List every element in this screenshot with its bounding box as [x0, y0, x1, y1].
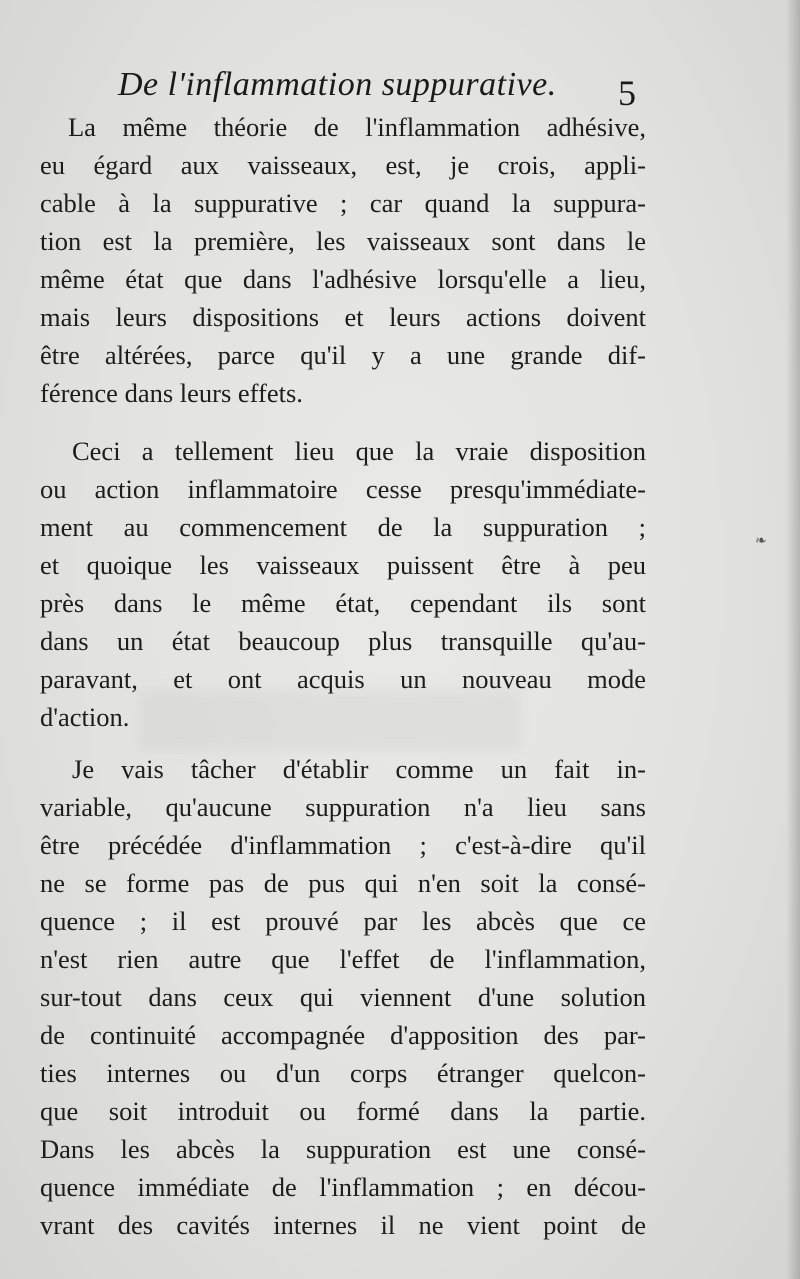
running-title: De l'inflammation suppurative. [118, 66, 557, 103]
text-line: férence dans leurs effets. [40, 378, 303, 408]
text-line: La même théorie de l'inflammation adhésive, [68, 112, 646, 142]
text-line: même état que dans l'adhésive lorsqu'elle a lieu, [40, 264, 646, 294]
text-line: que soit introduit ou formé dans la partie. [40, 1096, 646, 1126]
page-header [0, 66, 800, 114]
page-number: 5 [618, 73, 636, 113]
text-line: n'est rien autre que l'effet de l'inflammation, [40, 944, 646, 974]
text-line: Ceci a tellement lieu que la vraie disposition [72, 436, 646, 466]
text-line: mais leurs dispositions et leurs actions doivent [40, 302, 646, 332]
text-line: quence ; il est prouvé par les abcès que ce [40, 906, 646, 936]
ink-stain-mark: ❧ [755, 533, 767, 549]
text-line: et quoique les vaisseaux puissent être à peu [40, 550, 646, 580]
text-line: eu égard aux vaisseaux, est, je crois, appli- [40, 150, 646, 180]
text-line: sur-tout dans ceux qui viennent d'une solution [40, 982, 646, 1012]
text-line: ment au commencement de la suppuration ; [40, 512, 646, 542]
text-line: près dans le même état, cependant ils sont [40, 588, 646, 618]
text-line: ties internes ou d'un corps étranger quelcon- [40, 1058, 646, 1088]
text-line: ne se forme pas de pus qui n'en soit la consé- [40, 868, 646, 898]
text-line: vrant des cavités internes il ne vient point de [40, 1210, 646, 1240]
text-line: variable, qu'aucune suppuration n'a lieu sans [40, 792, 646, 822]
text-line: quence immédiate de l'inflammation ; en décou- [40, 1172, 646, 1202]
text-line: être altérées, parce qu'il y a une grande dif- [40, 340, 646, 370]
text-line: Dans les abcès la suppuration est une consé- [40, 1134, 646, 1164]
text-line: de continuité accompagnée d'apposition des par- [40, 1020, 646, 1050]
text-line: être précédée d'inflammation ; c'est-à-dire qu'il [40, 830, 646, 860]
text-line: cable à la suppurative ; car quand la suppura- [40, 188, 646, 218]
text-line: dans un état beaucoup plus transquille qu'au- [40, 626, 646, 656]
text-line: tion est la première, les vaisseaux sont dans le [40, 226, 646, 256]
page-edge-shadow [786, 0, 800, 1279]
text-line: Je vais tâcher d'établir comme un fait in- [72, 754, 646, 784]
text-line: ou action inflammatoire cesse presqu'immédiate- [40, 474, 646, 504]
text-line: paravant, et ont acquis un nouveau mode [40, 664, 646, 694]
text-line: d'action. [40, 702, 130, 732]
